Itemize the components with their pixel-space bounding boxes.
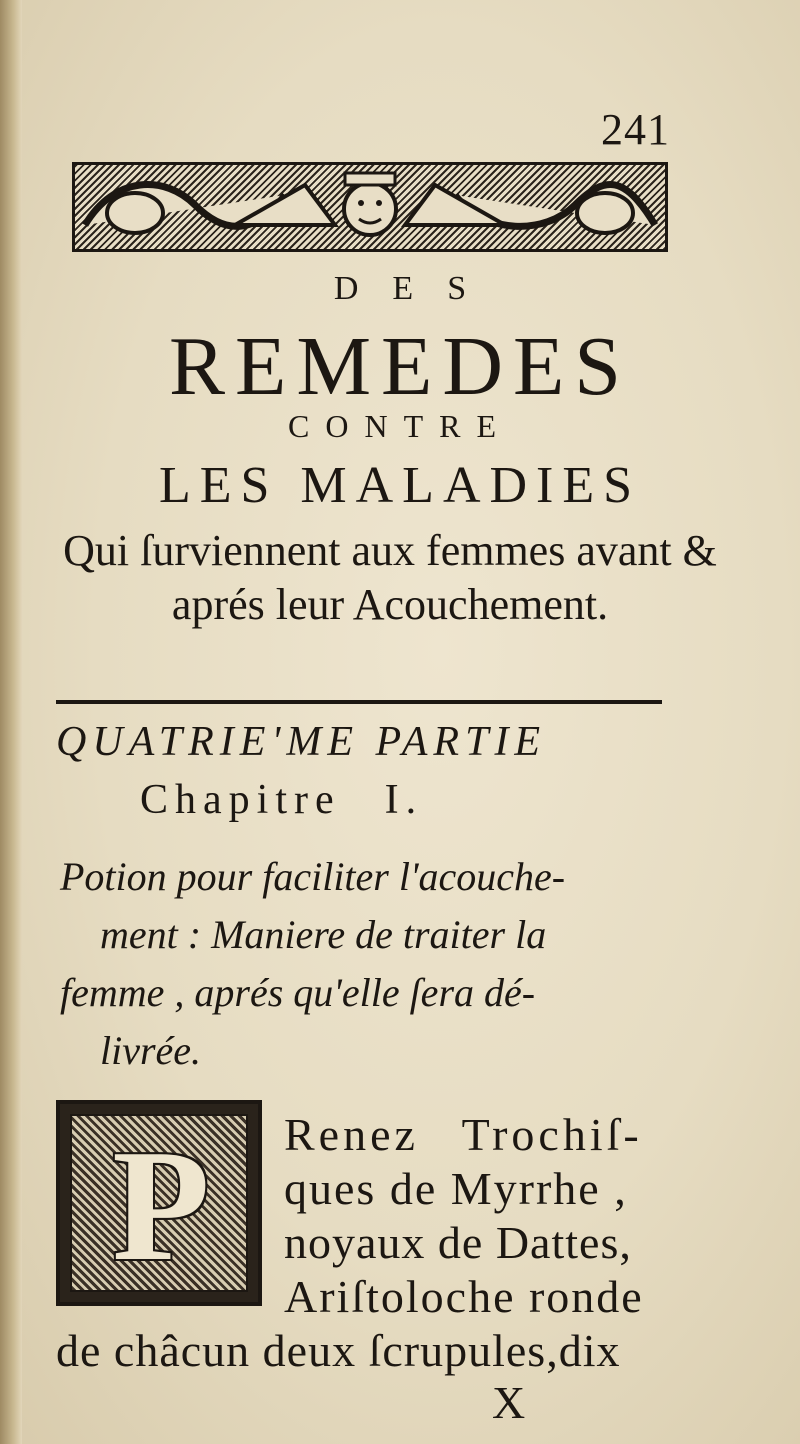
summary-line: Potion pour faciliter l'acouche- (60, 854, 566, 899)
title-contre: CONTRE (288, 408, 512, 444)
body-line: noyaux de Dattes, (284, 1217, 632, 1268)
chapter-label: Chapitre (140, 777, 341, 823)
page-spine (0, 0, 22, 1444)
chapter-heading (140, 776, 423, 824)
summary-line: femme , aprés qu'elle ſera dé- (60, 970, 536, 1015)
body-line: ques de Myrrhe , (284, 1163, 628, 1214)
initial-foliage (70, 1114, 248, 1292)
horizontal-rule (56, 700, 662, 704)
signature-mark: X (492, 1377, 526, 1428)
initial-letter: P (112, 1116, 210, 1294)
headpiece-scrollwork (75, 165, 665, 249)
chapter-number: I. (384, 777, 424, 823)
page-number: 241 (601, 105, 670, 154)
decorated-initial-icon (56, 1100, 262, 1306)
body-line: de châcun deux ſcrupules,dix (56, 1325, 621, 1376)
ornamental-headpiece-icon (72, 162, 668, 252)
title-subtitle: Qui ſurviennent aux femmes avant & aprés leur Acouchement. (63, 526, 717, 629)
body-line: Renez Trochiſ- (284, 1109, 643, 1160)
body-line: Ariſtoloche ronde (284, 1271, 644, 1322)
title-des: DES (333, 270, 501, 307)
part-heading: QUATRIE'ME PARTIE (56, 719, 547, 765)
title-remedes: REMEDES (168, 320, 632, 413)
chapter-summary (60, 848, 660, 1080)
summary-line: ment : Maniere de traiter la (100, 912, 547, 957)
title-les-maladies: LES MALADIES (158, 457, 642, 514)
summary-line: livrée. (100, 1028, 202, 1073)
